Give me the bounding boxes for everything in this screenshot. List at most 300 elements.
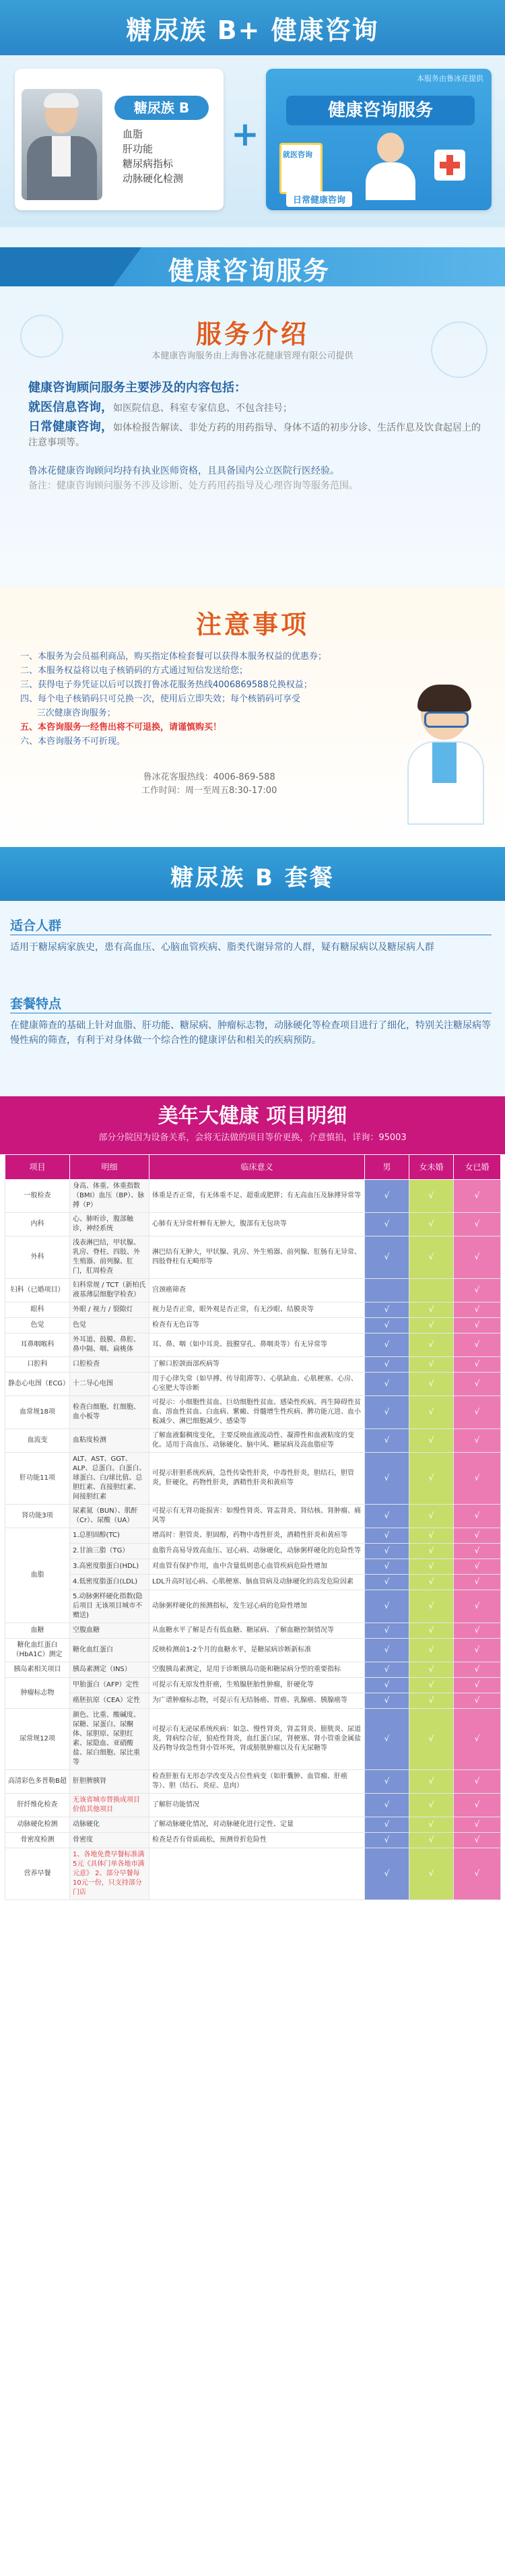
cell-detail: 色觉 bbox=[70, 1318, 149, 1333]
check-icon: √ bbox=[428, 1530, 434, 1540]
notice-title: 注意事项 bbox=[195, 610, 309, 639]
cell-male bbox=[365, 1302, 409, 1318]
detail-table-wrap bbox=[0, 1154, 505, 1907]
check-icon: √ bbox=[384, 1320, 390, 1329]
check-icon: √ bbox=[474, 1530, 480, 1540]
cell-female-married bbox=[454, 1180, 501, 1213]
cell-meaning: 可提示有无肾功能损害：如慢性肾炎、肾盂肾炎、肾结核、肾肿瘤、痛风等 bbox=[149, 1505, 365, 1528]
cell-project: 色觉 bbox=[5, 1318, 70, 1333]
check-icon: √ bbox=[384, 1340, 390, 1349]
cell-female-single bbox=[409, 1528, 454, 1544]
clipboard-label: 就医咨询 bbox=[283, 150, 312, 159]
detail-table bbox=[5, 1154, 501, 1900]
highlight-item: 糖尿病指标 bbox=[123, 158, 174, 170]
cell-female-single bbox=[409, 1559, 454, 1575]
check-icon: √ bbox=[384, 1252, 390, 1261]
notice-warning: 五、本咨询服务一经售出将不可退换，请谨慎购买！ bbox=[20, 722, 222, 732]
cell-female-married bbox=[454, 1373, 501, 1396]
cell-female-single bbox=[409, 1373, 454, 1396]
check-icon: √ bbox=[384, 1645, 390, 1654]
notice-item: 三、获得电子券凭证以后可以拨打鲁冰花服务热线4006869588兑换权益； bbox=[20, 680, 312, 690]
table-row bbox=[5, 1357, 501, 1373]
cell-male bbox=[365, 1213, 409, 1236]
cell-meaning: 可提示：小细胞性贫血、巨幼细胞性贫血、感染性疾病、再生障碍性贫血、溶血性贫血、白血病、紫癜、骨髓增生性疾病、脾功能亢进、血小板减少、淋巴细胞减少、感染等 bbox=[149, 1396, 365, 1429]
cell-meaning: 用于心律失常（如早搏、传导阻滞等）、心肌缺血、心肌梗塞、心房、心室肥大等诊断 bbox=[149, 1373, 365, 1396]
table-row bbox=[5, 1678, 501, 1693]
check-icon: √ bbox=[428, 1320, 434, 1329]
cell-female-married bbox=[454, 1318, 501, 1333]
cell-male bbox=[365, 1709, 409, 1770]
doctor-illustration bbox=[360, 133, 421, 200]
cell-meaning: 心肺有无异常杆蝉有无肿大，腹部有无包块等 bbox=[149, 1213, 365, 1236]
notice-item: 六、本咨询服务不可折现。 bbox=[20, 736, 126, 747]
check-icon: √ bbox=[474, 1252, 480, 1261]
cell-project: 血脂 bbox=[5, 1528, 70, 1623]
cell-male bbox=[365, 1662, 409, 1678]
intro-point-head: 日常健康咨询， bbox=[28, 420, 113, 434]
cell-female-single bbox=[409, 1333, 454, 1357]
cell-project: 肝纤维化检查 bbox=[5, 1794, 70, 1817]
check-icon: √ bbox=[384, 1734, 390, 1743]
cell-detail: 胰岛素测定（INS） bbox=[70, 1662, 149, 1678]
check-icon: √ bbox=[384, 1219, 390, 1228]
check-icon: √ bbox=[474, 1379, 480, 1388]
cell-male bbox=[365, 1318, 409, 1333]
cell-meaning: 反映检测前1-2个月的血糖水平，是糖尿病诊断新标准 bbox=[149, 1639, 365, 1662]
table-row bbox=[5, 1639, 501, 1662]
cell-project: 妇科（已婚项目） bbox=[5, 1279, 70, 1302]
check-icon: √ bbox=[474, 1601, 480, 1610]
cell-meaning: 可提示肝胆系统疾病，急性传染性肝炎，中毒性肝炎，胆结石，胆管炎，肝硬化，药物性肝炎，酒精性肝炎和黄疸等 bbox=[149, 1453, 365, 1505]
cell-female-single bbox=[409, 1279, 454, 1302]
cell-male bbox=[365, 1590, 409, 1623]
cell-female-married bbox=[454, 1817, 501, 1833]
notice-list bbox=[20, 650, 411, 749]
cell-project: 血流变 bbox=[5, 1429, 70, 1453]
notice-item: 二、本服务权益将以电子核销码的方式通过短信发送给您； bbox=[20, 666, 248, 676]
check-icon: √ bbox=[428, 1407, 434, 1416]
hotline-info bbox=[141, 771, 277, 798]
cell-meaning: 了解口腔颌面部疾病等 bbox=[149, 1357, 365, 1373]
check-icon: √ bbox=[384, 1435, 390, 1445]
check-icon: √ bbox=[474, 1776, 480, 1786]
check-icon: √ bbox=[384, 1511, 390, 1520]
cell-male bbox=[365, 1528, 409, 1544]
service-card-note: 本服务由鲁冰花提供 bbox=[417, 74, 483, 83]
service-banner bbox=[0, 227, 505, 301]
cell-detail: 外耳道、鼓膜、鼻腔、鼻中隔、咽、扁桃体 bbox=[70, 1333, 149, 1357]
check-icon: √ bbox=[428, 1473, 434, 1482]
table-row bbox=[5, 1213, 501, 1236]
table-row bbox=[5, 1505, 501, 1528]
check-icon: √ bbox=[474, 1664, 480, 1674]
check-icon: √ bbox=[384, 1305, 390, 1314]
check-icon: √ bbox=[384, 1546, 390, 1555]
banner-title: 健康咨询服务 bbox=[168, 256, 331, 286]
cell-detail: 3.高密度脂蛋白(HDL) bbox=[70, 1559, 149, 1575]
cell-female-married bbox=[454, 1357, 501, 1373]
cell-female-single bbox=[409, 1833, 454, 1848]
notice-section bbox=[0, 588, 505, 847]
check-icon: √ bbox=[474, 1800, 480, 1809]
check-icon: √ bbox=[428, 1252, 434, 1261]
check-icon: √ bbox=[384, 1577, 390, 1586]
check-icon: √ bbox=[428, 1435, 434, 1445]
service-card[interactable] bbox=[266, 69, 492, 210]
cell-project: 外科 bbox=[5, 1236, 70, 1279]
cell-project: 眼科 bbox=[5, 1302, 70, 1318]
cell-project: 血糖 bbox=[5, 1623, 70, 1639]
cell-meaning: 空腹胰岛素测定，是用于诊断胰岛功能和糖尿病分型的重要指标 bbox=[149, 1662, 365, 1678]
cell-project: 尿常规12项 bbox=[5, 1709, 70, 1770]
cell-female-single bbox=[409, 1662, 454, 1678]
cell-female-married bbox=[454, 1590, 501, 1623]
cell-detail: 颜色、比重、酸碱度、尿糖、尿蛋白、尿酮体、尿胆原、尿胆红素、尿隐血、亚硝酸盐、尿白细胞、尿比重等 bbox=[70, 1709, 149, 1770]
check-icon: √ bbox=[428, 1695, 434, 1705]
service-hours: 工作时间：周一至周五8:30-17:00 bbox=[141, 786, 277, 796]
check-icon: √ bbox=[428, 1868, 434, 1878]
highlight-item: 动脉硬化检测 bbox=[123, 172, 184, 185]
check-icon: √ bbox=[428, 1645, 434, 1654]
check-icon: √ bbox=[474, 1340, 480, 1349]
table-row bbox=[5, 1528, 501, 1544]
table-row bbox=[5, 1429, 501, 1453]
cell-female-married bbox=[454, 1693, 501, 1709]
check-icon: √ bbox=[474, 1219, 480, 1228]
cell-female-single bbox=[409, 1236, 454, 1279]
intro-body bbox=[28, 381, 486, 493]
table-row bbox=[5, 1848, 501, 1900]
cell-female-married bbox=[454, 1575, 501, 1590]
cell-detail: 妇科常规 / TCT（新柏氏液基薄层细胞学检查） bbox=[70, 1279, 149, 1302]
cell-detail: 心、肺听诊，腹部触诊，神经系统 bbox=[70, 1213, 149, 1236]
package-header bbox=[0, 847, 505, 901]
cell-meaning: LDL升高时冠心病、心肌梗塞、脑血管病及动脉硬化的高发危险因素 bbox=[149, 1575, 365, 1590]
cell-meaning: 可提示有无泌尿系统疾病：如急、慢性肾炎，肾盂肾炎、膀胱炎、尿道炎，肾病综合征，狼疮性肾炎，血红蛋白尿，肾梗塞、肾小管重金属盐及药物导致急性肾小管坏死，肾或膀胱肿瘤以及有无尿糖等 bbox=[149, 1709, 365, 1770]
clipboard-icon bbox=[279, 143, 323, 194]
cell-male bbox=[365, 1623, 409, 1639]
cell-detail: 无该省城市替换成项目价值其他项目 bbox=[70, 1794, 149, 1817]
table-row bbox=[5, 1709, 501, 1770]
check-icon: √ bbox=[474, 1359, 480, 1369]
check-icon: √ bbox=[384, 1407, 390, 1416]
cell-female-single bbox=[409, 1213, 454, 1236]
intro-point-head: 就医信息咨询， bbox=[28, 400, 113, 414]
cell-male bbox=[365, 1544, 409, 1559]
table-row bbox=[5, 1453, 501, 1505]
package-title: 糖尿族 B 套餐 bbox=[170, 865, 335, 891]
table-row bbox=[5, 1396, 501, 1429]
cell-meaning: 可提示有无原发性肝癌，生殖腺胚胎性肿瘤，肝硬化等 bbox=[149, 1678, 365, 1693]
cell-female-single bbox=[409, 1590, 454, 1623]
table-row bbox=[5, 1544, 501, 1559]
cell-male bbox=[365, 1794, 409, 1817]
cell-project: 肿瘤标志物 bbox=[5, 1678, 70, 1709]
check-icon: √ bbox=[428, 1664, 434, 1674]
check-icon: √ bbox=[474, 1625, 480, 1635]
cell-female-married bbox=[454, 1279, 501, 1302]
cell-female-single bbox=[409, 1318, 454, 1333]
cell-meaning: 淋巴结有无肿大，甲状腺、乳房、外生殖器、前列腺、肛肠有无异常、四肢脊柱有无畸形等 bbox=[149, 1236, 365, 1279]
cell-male bbox=[365, 1678, 409, 1693]
features-text: 在健康筛查的基础上针对血脂、肝功能、糖尿病、肿瘤标志物，动脉硬化等检查项目进行了细化，特别关注糖尿病等慢性病的筛查，有利于对身体做一个综合性的健康评估和相关的疾病预防。 bbox=[10, 1020, 491, 1046]
suitable-heading: 适合人群 bbox=[10, 918, 62, 933]
cell-female-married bbox=[454, 1794, 501, 1817]
cell-detail: 癌胚抗原（CEA）定性 bbox=[70, 1693, 149, 1709]
cell-female-married bbox=[454, 1662, 501, 1678]
check-icon: √ bbox=[384, 1379, 390, 1388]
cell-female-married bbox=[454, 1623, 501, 1639]
cell-female-married bbox=[454, 1544, 501, 1559]
hotline-number: 鲁冰花客服热线：4006-869-588 bbox=[143, 772, 275, 782]
cell-male bbox=[365, 1559, 409, 1575]
cell-female-single bbox=[409, 1396, 454, 1429]
check-icon: √ bbox=[428, 1379, 434, 1388]
check-icon: √ bbox=[474, 1868, 480, 1878]
check-icon: √ bbox=[428, 1561, 434, 1571]
cell-female-single bbox=[409, 1817, 454, 1833]
check-icon: √ bbox=[384, 1191, 390, 1200]
cell-detail: 动脉硬化 bbox=[70, 1817, 149, 1833]
cell-female-single bbox=[409, 1848, 454, 1900]
cell-meaning: 了解血液黏稠度变化，主要反映血液流动性、凝滞性和血液粘度的变化。适用于高血压、动脉硬化、脑中风、糖尿病及高血脂症等 bbox=[149, 1429, 365, 1453]
hero-section bbox=[0, 55, 505, 227]
cell-project: 肾功能3项 bbox=[5, 1505, 70, 1528]
check-icon: √ bbox=[474, 1680, 480, 1689]
check-icon: √ bbox=[474, 1835, 480, 1844]
cell-meaning: 为广谱肿瘤标志物，可提示有无结肠癌、胃癌、乳腺癌、胰腺癌等 bbox=[149, 1693, 365, 1709]
cell-detail: 甲胎蛋白（AFP）定性 bbox=[70, 1678, 149, 1693]
cell-female-single bbox=[409, 1770, 454, 1794]
package-card[interactable] bbox=[15, 69, 224, 210]
cell-detail: 糖化血红蛋白 bbox=[70, 1639, 149, 1662]
table-row bbox=[5, 1662, 501, 1678]
cell-male bbox=[365, 1429, 409, 1453]
cell-detail: 肝胆脾胰肾 bbox=[70, 1770, 149, 1794]
col-female-single: 女未婚 bbox=[409, 1155, 454, 1180]
cell-male bbox=[365, 1639, 409, 1662]
col-detail: 明细 bbox=[70, 1155, 149, 1180]
check-icon: √ bbox=[428, 1835, 434, 1844]
cell-detail: 尿素氮（BUN）、肌酐（Cr）、尿酸（UA） bbox=[70, 1505, 149, 1528]
table-row bbox=[5, 1373, 501, 1396]
cell-male bbox=[365, 1848, 409, 1900]
cell-male bbox=[365, 1817, 409, 1833]
intro-lead: 健康咨询顾问服务主要涉及的内容包括： bbox=[28, 381, 246, 395]
check-icon: √ bbox=[384, 1530, 390, 1540]
check-icon: √ bbox=[474, 1577, 480, 1586]
cell-meaning: 检查是否有骨质疏松，预测骨折危险性 bbox=[149, 1833, 365, 1848]
cell-female-married bbox=[454, 1528, 501, 1544]
cell-project: 高清彩色多普勒B超 bbox=[5, 1770, 70, 1794]
cell-female-married bbox=[454, 1505, 501, 1528]
check-icon: √ bbox=[428, 1305, 434, 1314]
cell-detail: 空腹血糖 bbox=[70, 1623, 149, 1639]
cell-meaning: 对血管有保护作用，血中含量低则患心血管疾病危险性增加 bbox=[149, 1559, 365, 1575]
medical-cross-icon bbox=[434, 150, 465, 181]
cell-female-single bbox=[409, 1180, 454, 1213]
intro-remark: 备注：健康咨询顾问服务不涉及诊断、处方药用药指导及心理咨询等服务范围。 bbox=[28, 480, 358, 491]
cell-meaning: 宫颈癌筛查 bbox=[149, 1279, 365, 1302]
check-icon: √ bbox=[384, 1625, 390, 1635]
cell-female-single bbox=[409, 1623, 454, 1639]
check-icon: √ bbox=[474, 1511, 480, 1520]
cell-project: 血常规18项 bbox=[5, 1396, 70, 1429]
cell-female-single bbox=[409, 1709, 454, 1770]
daily-consult-label: 日常健康咨询 bbox=[286, 191, 352, 207]
page-title: 糖尿族 B+ 健康咨询 bbox=[126, 15, 379, 45]
check-icon: √ bbox=[428, 1776, 434, 1786]
check-icon: √ bbox=[474, 1734, 480, 1743]
cell-meaning: 动脉粥样硬化的预测指标，发生冠心病的危险性增加 bbox=[149, 1590, 365, 1623]
table-row bbox=[5, 1318, 501, 1333]
check-icon: √ bbox=[474, 1819, 480, 1829]
check-icon: √ bbox=[428, 1219, 434, 1228]
cell-male bbox=[365, 1180, 409, 1213]
table-row bbox=[5, 1236, 501, 1279]
check-icon: √ bbox=[474, 1435, 480, 1445]
suitable-text: 适用于糖尿病家族史，患有高血压、心脑血管疾病、脂类代谢异常的人群，疑有糖尿病以及糖尿病人群 bbox=[10, 942, 434, 953]
table-row bbox=[5, 1833, 501, 1848]
cell-project: 静态心电图（ECG） bbox=[5, 1373, 70, 1396]
service-intro-section bbox=[0, 301, 505, 588]
check-icon: √ bbox=[428, 1625, 434, 1635]
check-icon: √ bbox=[428, 1546, 434, 1555]
check-icon: √ bbox=[474, 1285, 480, 1294]
table-row bbox=[5, 1794, 501, 1817]
cell-female-single bbox=[409, 1639, 454, 1662]
cell-detail: 4.低密度脂蛋白(LDL) bbox=[70, 1575, 149, 1590]
check-icon: √ bbox=[428, 1359, 434, 1369]
check-icon: √ bbox=[384, 1664, 390, 1674]
check-icon: √ bbox=[384, 1819, 390, 1829]
cell-male bbox=[365, 1373, 409, 1396]
check-icon: √ bbox=[384, 1868, 390, 1878]
features-heading: 套餐特点 bbox=[10, 997, 62, 1011]
cell-project: 糖化血红蛋白（HbA1C）测定 bbox=[5, 1639, 70, 1662]
check-icon: √ bbox=[428, 1680, 434, 1689]
check-icon: √ bbox=[428, 1800, 434, 1809]
intro-point-text: 如体检报告解读、非处方药的用药指导、身体不适的初步分诊、生活作息及饮食起居上的注意事项等。 bbox=[28, 422, 481, 448]
cell-female-married bbox=[454, 1429, 501, 1453]
cell-detail: 口腔检查 bbox=[70, 1357, 149, 1373]
cell-female-single bbox=[409, 1429, 454, 1453]
cell-project: 口腔科 bbox=[5, 1357, 70, 1373]
cell-detail: 1、各地免费早餐标准满5元《具体门单各地市满元意》 2、部分早餐每10元一份，只支持部分门店 bbox=[70, 1848, 149, 1900]
cell-female-single bbox=[409, 1453, 454, 1505]
check-icon: √ bbox=[384, 1561, 390, 1571]
intro-subtitle: 本健康咨询服务由上海鲁冰花健康管理有限公司提供 bbox=[152, 351, 354, 361]
notice-item: 三次健康咨询服务； bbox=[20, 708, 116, 718]
cell-meaning: 检查有无色盲等 bbox=[149, 1318, 365, 1333]
check-icon: √ bbox=[474, 1407, 480, 1416]
cell-project: 肝功能11项 bbox=[5, 1453, 70, 1505]
elderly-man-illustration bbox=[22, 89, 102, 200]
cell-female-married bbox=[454, 1453, 501, 1505]
cell-female-single bbox=[409, 1794, 454, 1817]
doctor-cartoon bbox=[404, 689, 485, 823]
cell-male bbox=[365, 1357, 409, 1373]
cell-female-single bbox=[409, 1544, 454, 1559]
cell-detail: 检查白细胞、红细胞、血小板等 bbox=[70, 1396, 149, 1429]
table-row bbox=[5, 1302, 501, 1318]
cell-meaning: 增高时：胆管炎、胆固醇，药物中毒性肝炎，酒精性肝炎和黄疸等 bbox=[149, 1528, 365, 1544]
notice-item: 一、本服务为会员福利商品，购买指定体检套餐可以获得本服务权益的优惠券； bbox=[20, 652, 327, 662]
cell-meaning: 了解肝功能情况 bbox=[149, 1794, 365, 1817]
check-icon: √ bbox=[384, 1835, 390, 1844]
cell-meaning: 检查肝脏有无形态学改变及占位性病变（如肝囊肿、血管瘤、肝癌等）、胆（结石、炎症、息肉） bbox=[149, 1770, 365, 1794]
cell-male bbox=[365, 1693, 409, 1709]
cell-female-married bbox=[454, 1639, 501, 1662]
cell-detail: 5.动脉粥样硬化指数(隐后项目 无该项目城市不赠送) bbox=[70, 1590, 149, 1623]
table-row bbox=[5, 1333, 501, 1357]
check-icon: √ bbox=[474, 1305, 480, 1314]
cell-meaning: 从血糖水平了解是否有低血糖、糖尿病、了解血糖控制情况等 bbox=[149, 1623, 365, 1639]
detail-table-header bbox=[0, 1096, 505, 1154]
cell-meaning: 了解动脉硬化情况，对动脉硬化进行定性、定量 bbox=[149, 1817, 365, 1833]
cell-detail: 骨密度 bbox=[70, 1833, 149, 1848]
cell-male bbox=[365, 1279, 409, 1302]
cell-project: 动脉硬化检测 bbox=[5, 1817, 70, 1833]
cell-project: 一般检查 bbox=[5, 1180, 70, 1213]
cell-male bbox=[365, 1575, 409, 1590]
cell-female-married bbox=[454, 1302, 501, 1318]
check-icon: √ bbox=[474, 1546, 480, 1555]
cell-male bbox=[365, 1770, 409, 1794]
cell-meaning: 视力是否正常，眼外观是否正常，有无沙眼、结膜炎等 bbox=[149, 1302, 365, 1318]
cell-female-single bbox=[409, 1505, 454, 1528]
cell-female-single bbox=[409, 1302, 454, 1318]
cell-detail: 2.甘油三脂（TG） bbox=[70, 1544, 149, 1559]
cell-female-married bbox=[454, 1848, 501, 1900]
cell-detail: 外眼 / 视力 / 裂隙灯 bbox=[70, 1302, 149, 1318]
col-project: 项目 bbox=[5, 1155, 70, 1180]
highlight-item: 肝功能 bbox=[123, 143, 154, 155]
check-icon: √ bbox=[384, 1800, 390, 1809]
table-row bbox=[5, 1575, 501, 1590]
table-row bbox=[5, 1559, 501, 1575]
cell-project: 耳鼻咽喉科 bbox=[5, 1333, 70, 1357]
check-icon: √ bbox=[384, 1473, 390, 1482]
cell-female-married bbox=[454, 1213, 501, 1236]
check-icon: √ bbox=[428, 1511, 434, 1520]
cell-female-married bbox=[454, 1770, 501, 1794]
table-row bbox=[5, 1180, 501, 1213]
check-icon: √ bbox=[474, 1561, 480, 1571]
cell-female-married bbox=[454, 1333, 501, 1357]
service-card-title: 健康咨询服务 bbox=[286, 96, 475, 125]
cell-female-married bbox=[454, 1833, 501, 1848]
table-row bbox=[5, 1817, 501, 1833]
package-badge: 糖尿族 B bbox=[114, 96, 209, 120]
cell-male bbox=[365, 1333, 409, 1357]
cell-detail: 浅表淋巴结，甲状腺、乳房、脊柱、四肢、外生殖器、前列腺、肛门，肛周检查 bbox=[70, 1236, 149, 1279]
highlight-item: 血脂 bbox=[123, 128, 143, 140]
check-icon: √ bbox=[428, 1734, 434, 1743]
check-icon: √ bbox=[384, 1601, 390, 1610]
check-icon: √ bbox=[428, 1577, 434, 1586]
table-row bbox=[5, 1693, 501, 1709]
check-icon: √ bbox=[384, 1680, 390, 1689]
detail-table-title: 美年大健康 项目明细 bbox=[158, 1104, 347, 1128]
cell-female-married bbox=[454, 1709, 501, 1770]
cell-project: 内科 bbox=[5, 1213, 70, 1236]
cell-female-single bbox=[409, 1357, 454, 1373]
cell-male bbox=[365, 1396, 409, 1429]
check-icon: √ bbox=[428, 1819, 434, 1829]
cell-male bbox=[365, 1505, 409, 1528]
table-row bbox=[5, 1590, 501, 1623]
